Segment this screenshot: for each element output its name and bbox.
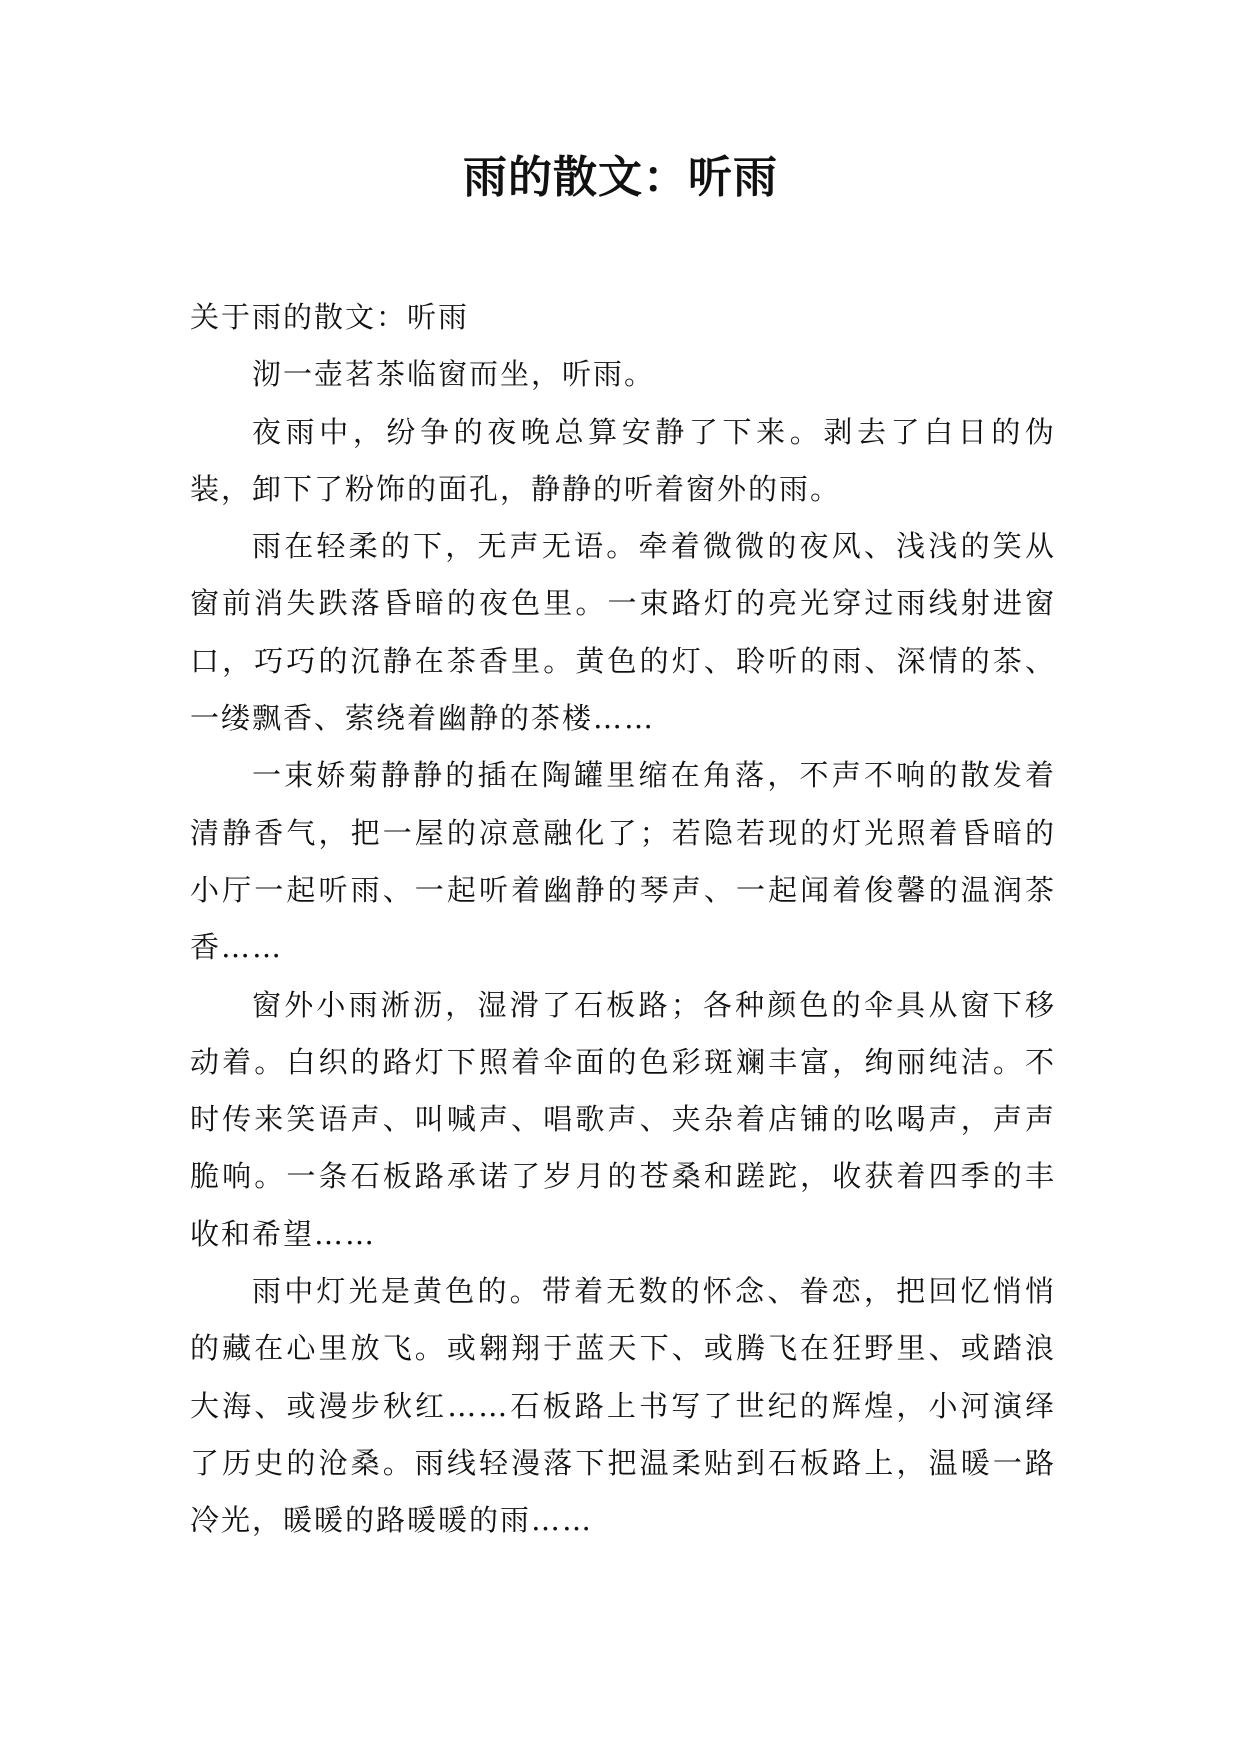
document-title: 雨的散文：听雨 <box>463 152 778 203</box>
paragraph: 沏一壶茗茶临窗而坐，听雨。 <box>252 357 656 392</box>
paragraph: 窗外小雨淅沥，湿滑了石板路；各种颜色的伞具从窗下移动着。白织的路灯下照着伞面的色彩斑斓丰富，绚丽纯洁。不时传来笑语声、叫喊声、唱歌声、夹杂着店铺的吆喝声，声声脆响。一条石板路承诺了岁月的苍桑和蹉跎，收获着四季的丰收和希望…… <box>190 987 1056 1251</box>
paragraph: 雨在轻柔的下，无声无语。牵着微微的夜风、浅浅的笑从窗前消失跌落昏暗的夜色里。一束路灯的亮光穿过雨线射进窗口，巧巧的沉静在茶香里。黄色的灯、聆听的雨、深情的茶、一缕飘香、萦绕着幽静的茶楼…… <box>190 529 1056 736</box>
paragraph: 夜雨中，纷争的夜晚总算安静了下来。剥去了白日的伪装，卸下了粉饰的面孔，静静的听着窗外的雨。 <box>190 414 1056 506</box>
document-body <box>190 289 1056 1550</box>
paragraph: 雨中灯光是黄色的。带着无数的怀念、眷恋，把回忆悄悄的藏在心里放飞。或翱翔于蓝天下、或腾飞在狂野里、或踏浪大海、或漫步秋红……石板路上书写了世纪的辉煌，小河演绎了历史的沧桑。雨线轻漫落下把温柔贴到石板路上，温暖一路冷光，暖暖的路暖暖的雨…… <box>190 1274 1056 1538</box>
document-subtitle: 关于雨的散文：听雨 <box>190 300 470 334</box>
paragraph: 一束娇菊静静的插在陶罐里缩在角落，不声不响的散发着清静香气，把一屋的凉意融化了；若隐若现的灯光照着昏暗的小厅一起听雨、一起听着幽静的琴声、一起闻着俊馨的温润茶香…… <box>190 758 1056 965</box>
